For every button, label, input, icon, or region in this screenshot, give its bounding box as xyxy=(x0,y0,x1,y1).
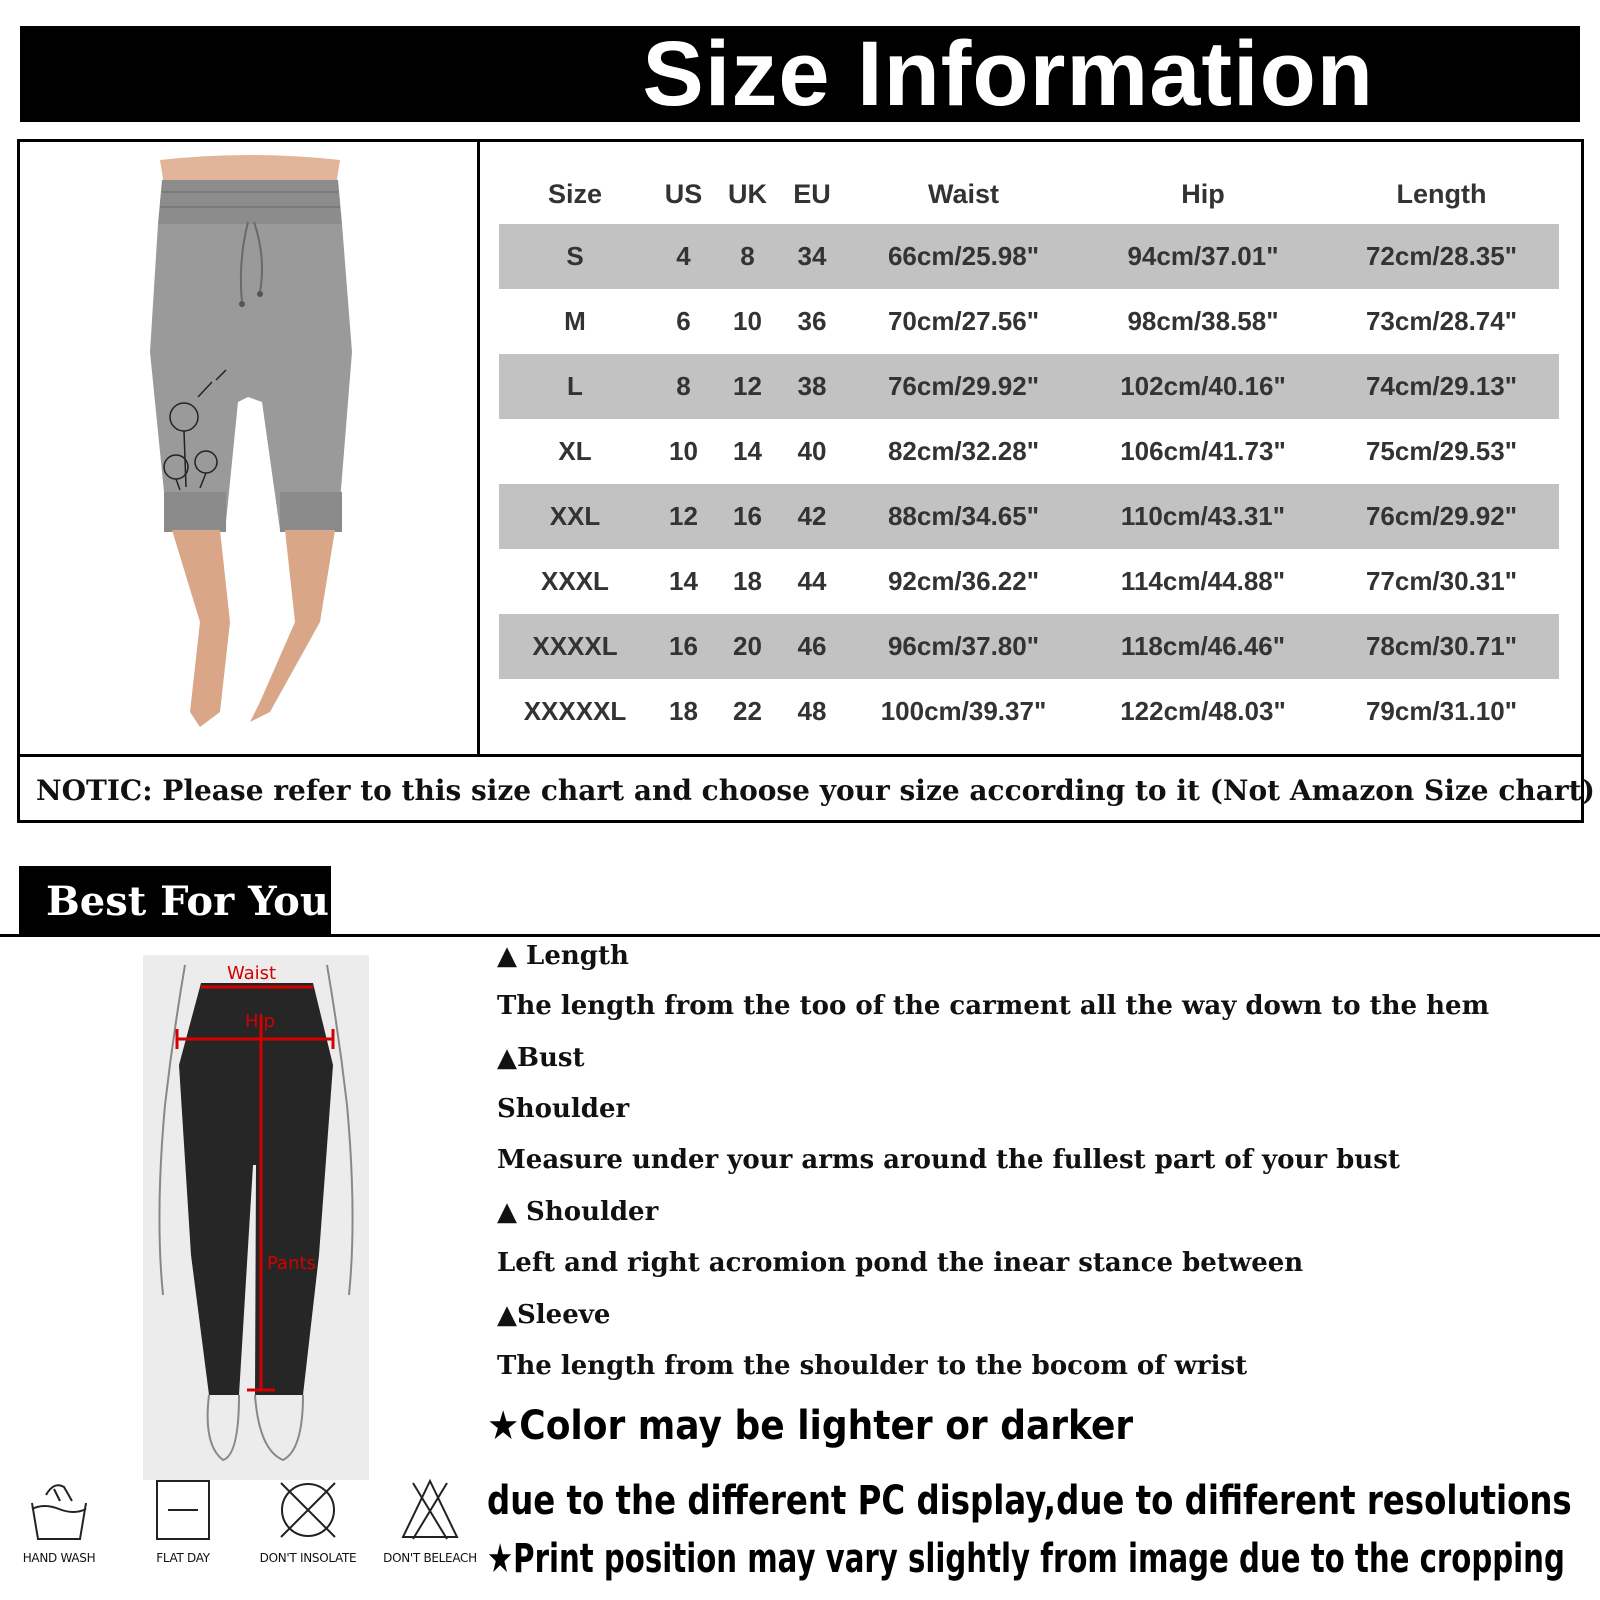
flat-dry-icon xyxy=(148,1475,218,1545)
table-cell: 42 xyxy=(779,484,845,549)
care-item xyxy=(4,1475,114,1565)
guide-text-shoulder-label: Shoulder xyxy=(497,1094,630,1124)
header-banner xyxy=(20,22,1580,125)
measurement-guide-image xyxy=(143,955,369,1480)
table-row xyxy=(499,614,1559,679)
table-cell: 78cm/30.71" xyxy=(1324,614,1559,679)
care-instructions xyxy=(0,1475,480,1595)
section-rule xyxy=(0,934,1600,937)
table-cell: 94cm/37.01" xyxy=(1082,224,1324,289)
table-cell: 48 xyxy=(797,696,827,726)
table-cell: 22 xyxy=(733,696,762,726)
table-cell: XXXL xyxy=(541,566,609,596)
table-row xyxy=(499,549,1559,614)
column-header: Hip xyxy=(1181,178,1225,209)
table-cell: 12 xyxy=(651,484,716,549)
table-cell: XXL xyxy=(499,484,651,549)
table-cell: XXXXXL xyxy=(523,696,627,726)
table-cell: 79cm/31.10" xyxy=(1365,696,1518,726)
table-row xyxy=(499,289,1559,354)
care-item xyxy=(253,1475,363,1565)
table-cell: 100cm/39.37" xyxy=(880,696,1047,726)
table-cell: 36 xyxy=(797,306,827,336)
table-cell: 44 xyxy=(797,566,827,596)
table-cell: 75cm/29.53" xyxy=(1365,436,1518,466)
table-cell: 74cm/29.13" xyxy=(1324,354,1559,419)
guide-heading-length: ▲ Length xyxy=(497,941,629,971)
size-chart-notice: NOTIC: Please refer to this size chart and choose your size according to it (Not Amazon Size chart) xyxy=(36,773,1595,807)
guide-text-sleeve: The length from the shoulder to the bocom of wrist xyxy=(497,1351,1248,1381)
care-label: DON'T INSOLATE xyxy=(259,1551,357,1565)
table-cell: 14 xyxy=(733,436,762,466)
table-cell: M xyxy=(564,306,586,336)
guide-text-bust: Measure under your arms around the fullest part of your bust xyxy=(497,1145,1400,1175)
hip-label: Hip xyxy=(245,1011,275,1032)
table-cell: L xyxy=(499,354,651,419)
care-item xyxy=(128,1475,238,1565)
column-header: EU xyxy=(793,178,831,209)
table-cell: 18 xyxy=(669,696,698,726)
section-title: Best For You xyxy=(46,877,329,925)
table-cell: 70cm/27.56" xyxy=(887,306,1040,336)
color-note: ★Color may be lighter or darker xyxy=(487,1403,1134,1449)
column-header: Size xyxy=(547,178,603,209)
table-cell: S xyxy=(499,224,651,289)
table-cell: 122cm/48.03" xyxy=(1120,696,1286,726)
table-cell: 110cm/43.31" xyxy=(1082,484,1324,549)
care-label: HAND WASH xyxy=(22,1551,96,1565)
hand-wash-icon xyxy=(24,1475,94,1545)
pants-label: Pants xyxy=(267,1253,316,1274)
table-cell: 88cm/34.65" xyxy=(845,484,1082,549)
table-cell: 34 xyxy=(779,224,845,289)
guide-heading-shoulder: ▲ Shoulder xyxy=(497,1197,659,1227)
guide-text-length: The length from the too of the carment all the way down to the hem xyxy=(497,991,1490,1021)
column-header: US xyxy=(664,178,703,209)
care-item xyxy=(375,1475,485,1565)
table-cell: 106cm/41.73" xyxy=(1120,436,1286,466)
table-row xyxy=(499,354,1559,419)
table-cell: 102cm/40.16" xyxy=(1082,354,1324,419)
table-cell: 92cm/36.22" xyxy=(887,566,1040,596)
table-cell: 114cm/44.88" xyxy=(1120,566,1286,596)
table-cell: 98cm/38.58" xyxy=(1127,306,1279,336)
table-cell: 16 xyxy=(651,614,716,679)
table-row xyxy=(499,484,1559,549)
table-cell: XL xyxy=(558,436,592,466)
table-cell: 82cm/32.28" xyxy=(887,436,1040,466)
table-cell: 38 xyxy=(779,354,845,419)
table-cell: 77cm/30.31" xyxy=(1365,566,1518,596)
table-cell: 73cm/28.74" xyxy=(1365,306,1518,336)
table-cell: 4 xyxy=(651,224,716,289)
table-cell: 66cm/25.98" xyxy=(845,224,1082,289)
print-position-note: ★Print position may vary slightly from image due to the cropping xyxy=(487,1536,1565,1582)
table-header-row xyxy=(499,164,1559,224)
do-not-bleach-icon xyxy=(395,1475,465,1545)
guide-heading-sleeve: ▲Sleeve xyxy=(497,1300,611,1330)
table-cell: 14 xyxy=(669,566,698,596)
table-row xyxy=(499,419,1559,484)
panel-divider-vertical xyxy=(477,142,480,754)
table-cell: 40 xyxy=(797,436,827,466)
table-cell: 8 xyxy=(716,224,779,289)
waist-label: Waist xyxy=(227,963,277,984)
display-note: due to the different PC display,due to dififerent resolutions xyxy=(487,1478,1572,1524)
table-cell: 20 xyxy=(716,614,779,679)
size-table xyxy=(499,164,1559,744)
table-cell: XXXXL xyxy=(499,614,651,679)
size-chart-panel xyxy=(17,139,1595,823)
guide-text-shoulder: Left and right acromion pond the inear stance between xyxy=(497,1248,1304,1278)
table-cell: 96cm/37.80" xyxy=(845,614,1082,679)
do-not-tumble-dry-icon xyxy=(273,1475,343,1545)
column-header: Waist xyxy=(927,178,999,209)
table-cell: 8 xyxy=(651,354,716,419)
column-header: Length xyxy=(1396,178,1487,209)
table-cell: 10 xyxy=(733,306,762,336)
table-row xyxy=(499,679,1559,744)
table-cell: 6 xyxy=(676,306,691,336)
capri-pants-product-image xyxy=(120,152,380,742)
care-label: DON'T BELEACH xyxy=(383,1551,477,1565)
table-cell: 76cm/29.92" xyxy=(1324,484,1559,549)
guide-heading-bust: ▲Bust xyxy=(497,1043,585,1073)
table-cell: 76cm/29.92" xyxy=(845,354,1082,419)
best-for-you-tab xyxy=(19,866,331,936)
table-cell: 72cm/28.35" xyxy=(1324,224,1559,289)
care-label: FLAT DAY xyxy=(156,1551,210,1565)
table-cell: 46 xyxy=(779,614,845,679)
table-cell: 118cm/46.46" xyxy=(1082,614,1324,679)
column-header: UK xyxy=(728,178,767,209)
table-cell: 10 xyxy=(669,436,698,466)
table-cell: 18 xyxy=(733,566,762,596)
table-row xyxy=(499,224,1559,289)
page-title: Size Information xyxy=(642,22,1374,125)
table-cell: 16 xyxy=(716,484,779,549)
table-cell: 12 xyxy=(716,354,779,419)
